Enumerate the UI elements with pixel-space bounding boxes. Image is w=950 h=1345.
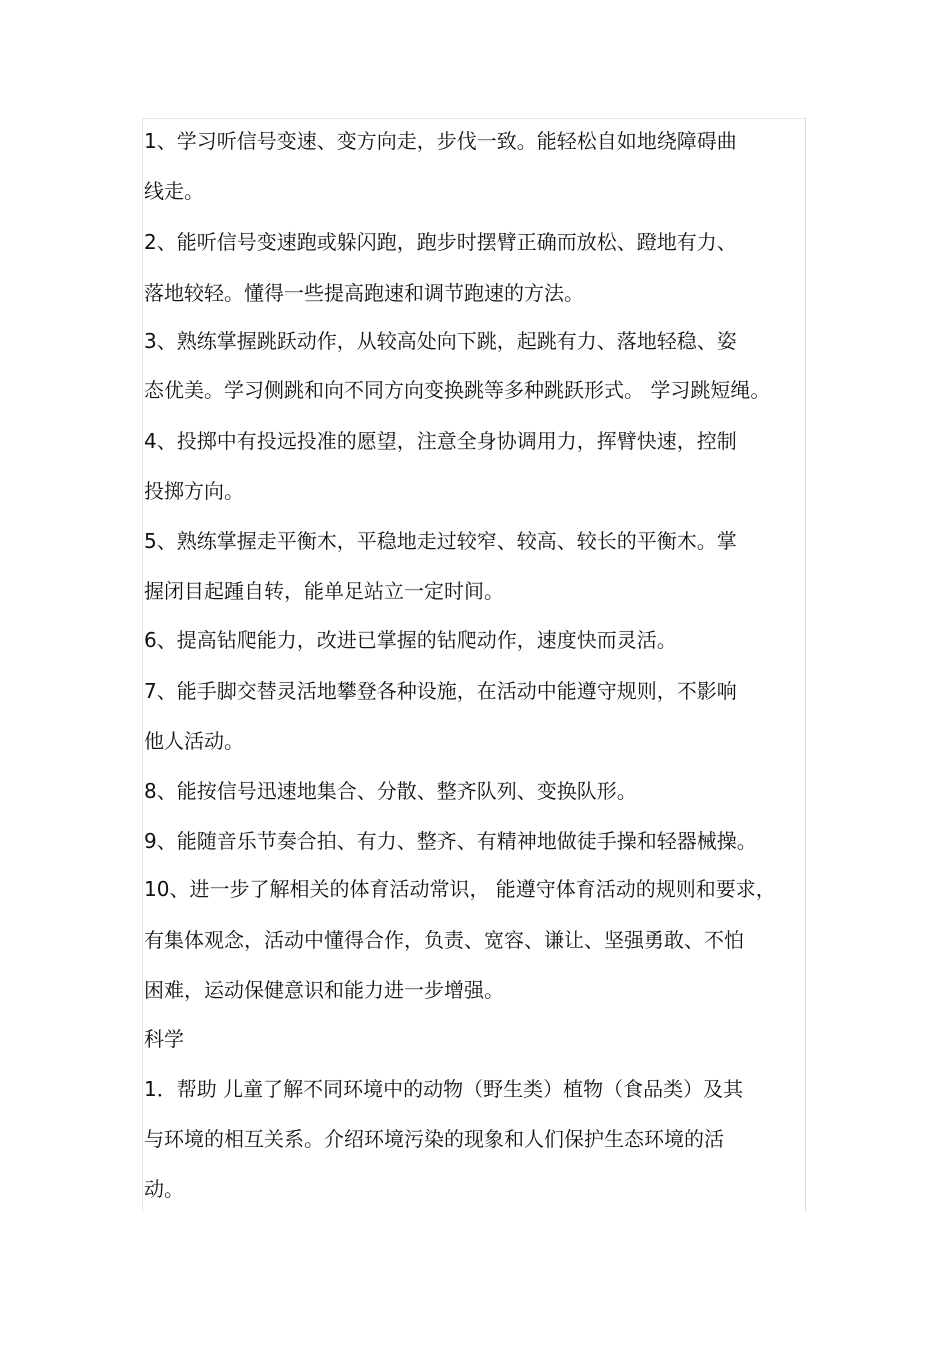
section-heading: 科学: [144, 1027, 184, 1051]
text-line: 有集体观念，活动中懂得合作，负责、宽容、谦让、坚强勇敢、不怕: [144, 928, 744, 952]
text-line: 8、能按信号迅速地集合、分散、整齐队列、变换队形。: [144, 779, 637, 803]
text-line: 7、能手脚交替灵活地攀登各种设施，在活动中能遵守规则，不影响: [144, 679, 737, 703]
text-line: 2、能听信号变速跑或躲闪跑，跑步时摆臂正确而放松、蹬地有力、: [144, 230, 737, 254]
text-line: 6、提高钻爬能力，改进已掌握的钻爬动作，速度快而灵活。: [144, 628, 677, 652]
text-line: 握闭目起踵自转，能单足站立一定时间。: [144, 579, 504, 603]
text-line: 态优美。学习侧跳和向不同方向变换跳等多种跳跃形式。 学习跳短绳。: [144, 378, 771, 402]
text-line: 4、投掷中有投远投准的愿望，注意全身协调用力，挥臂快速，控制: [144, 429, 737, 453]
text-line: 3、熟练掌握跳跃动作，从较高处向下跳，起跳有力、落地轻稳、姿: [144, 329, 737, 353]
text-line: 他人活动。: [144, 729, 244, 753]
text-line: 5、熟练掌握走平衡木，平稳地走过较窄、较高、较长的平衡木。掌: [144, 529, 737, 553]
text-line: 1、学习听信号变速、变方向走，步伐一致。能轻松自如地绕障碍曲: [144, 129, 737, 153]
text-line: 9、能随音乐节奏合拍、有力、整齐、有精神地做徒手操和轻器械操。: [144, 829, 757, 853]
text-line: 线走。: [144, 179, 204, 203]
text-line: 落地较轻。懂得一些提高跑速和调节跑速的方法。: [144, 281, 584, 305]
text-line: 投掷方向。: [144, 479, 244, 503]
text-line: 10、进一步了解相关的体育活动常识， 能遵守体育活动的规则和要求，: [144, 877, 776, 901]
text-line: 1．帮助 儿童了解不同环境中的动物（野生类）植物（食品类）及其: [144, 1077, 744, 1101]
text-line: 动。: [144, 1177, 184, 1201]
text-line: 与环境的相互关系。介绍环境污染的现象和人们保护生态环境的活: [144, 1127, 724, 1151]
text-line: 困难，运动保健意识和能力进一步增强。: [144, 978, 504, 1002]
